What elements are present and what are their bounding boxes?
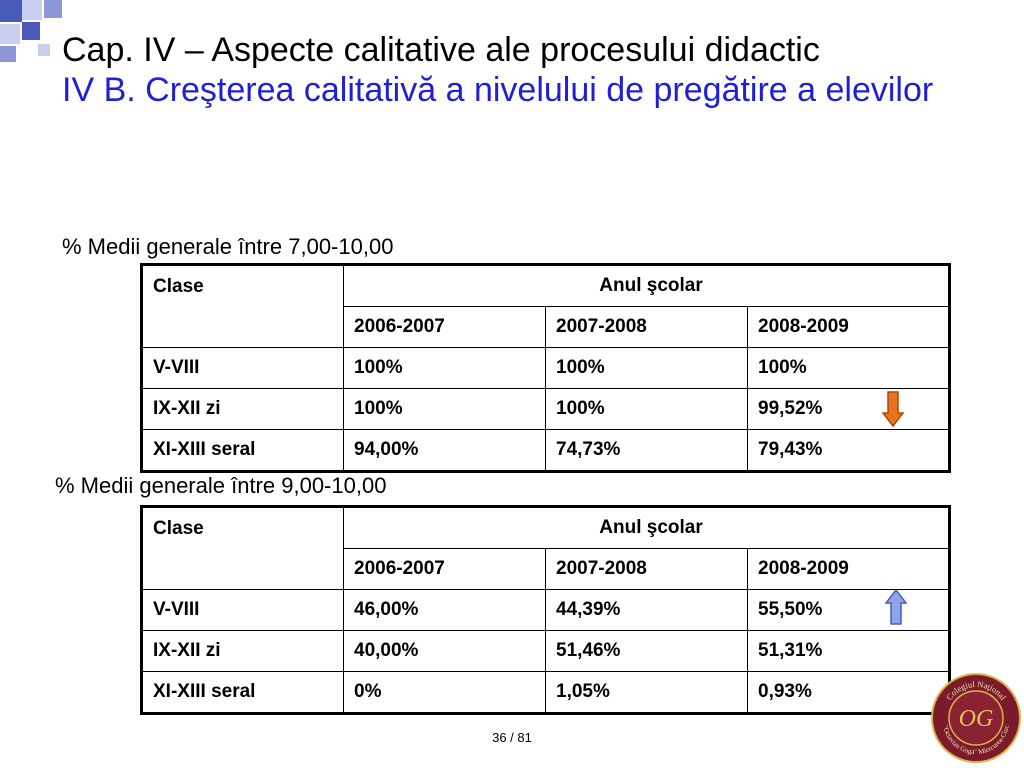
value-cell: 1,05% [546, 672, 748, 714]
svg-text:Colegiul Naţional: Colegiul Naţional [943, 678, 1009, 702]
value-cell: 40,00% [344, 631, 546, 672]
table-2 [140, 505, 951, 715]
table-row [142, 348, 950, 389]
class-cell: IX-XII zi [142, 389, 344, 430]
decor-square [22, 0, 42, 20]
table-row [142, 430, 950, 472]
class-cell: V-VIII [142, 348, 344, 389]
table-header-row [142, 507, 950, 549]
table-1 [140, 263, 951, 473]
value-cell: 100% [748, 348, 950, 389]
school-logo-seal [931, 673, 1021, 763]
class-cell: XI-XIII seral [142, 672, 344, 714]
table-header-row [142, 265, 950, 307]
table-2-caption: % Medii generale între 9,00-10,00 [55, 473, 387, 498]
header-anul-scolar: Anul şcolar [344, 507, 950, 549]
table-row [142, 590, 950, 631]
year-cell: 2007-2008 [546, 549, 748, 590]
value-cell: 0,93% [748, 672, 950, 714]
value-cell: 100% [344, 389, 546, 430]
header-clase: Clase [142, 265, 344, 348]
decor-square [38, 44, 50, 56]
title-line-1: Cap. IV – Aspecte calitative ale procesului didactic [62, 31, 820, 69]
slide-title [62, 30, 962, 110]
table-row [142, 631, 950, 672]
decor-square [0, 0, 22, 22]
value-cell: 79,43% [748, 430, 950, 472]
value-cell: 51,46% [546, 631, 748, 672]
value-cell: 94,00% [344, 430, 546, 472]
value-cell: 44,39% [546, 590, 748, 631]
page-number: 36 / 81 [492, 730, 532, 745]
svg-text:"Octavian Goga" Miercurea-Ciuc: "Octavian Goga" Miercurea-Ciuc [941, 724, 1011, 757]
table-row [142, 389, 950, 430]
decor-square [44, 0, 62, 18]
year-cell: 2006-2007 [344, 307, 546, 348]
class-cell: V-VIII [142, 590, 344, 631]
decor-square [22, 22, 40, 40]
header-anul-scolar: Anul şcolar [344, 265, 950, 307]
year-cell: 2008-2009 [748, 307, 950, 348]
value-cell: 100% [344, 348, 546, 389]
value-cell: 0% [344, 672, 546, 714]
value-cell: 51,31% [748, 631, 950, 672]
value-cell: 74,73% [546, 430, 748, 472]
header-clase: Clase [142, 507, 344, 590]
title-line-2: IV B. Creşterea calitativă a nivelului de pregătire a elevilor [62, 71, 934, 109]
value-cell: 100% [546, 348, 748, 389]
class-cell: XI-XIII seral [142, 430, 344, 472]
table-row [142, 672, 950, 714]
table-1-caption: % Medii generale între 7,00-10,00 [62, 234, 394, 259]
value-cell: 46,00% [344, 590, 546, 631]
svg-text:OG: OG [958, 706, 994, 732]
year-cell: 2007-2008 [546, 307, 748, 348]
value-cell: 99,52% [748, 389, 950, 430]
year-cell: 2008-2009 [748, 549, 950, 590]
class-cell: IX-XII zi [142, 631, 344, 672]
arrow-down-icon [882, 391, 904, 427]
year-cell: 2006-2007 [344, 549, 546, 590]
arrow-up-icon [885, 589, 907, 625]
value-cell: 55,50% [748, 590, 950, 631]
decor-square [0, 46, 16, 62]
decor-square [0, 24, 20, 44]
value-cell: 100% [546, 389, 748, 430]
